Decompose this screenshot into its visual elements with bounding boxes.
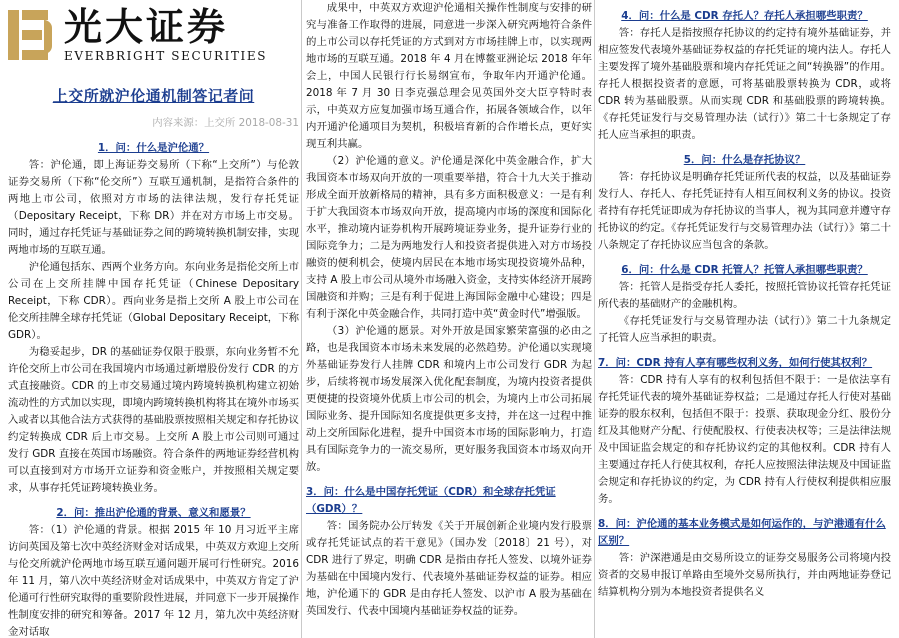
column-divider [594, 0, 595, 638]
question-heading: 1．问：什么是沪伦通？ [97, 142, 210, 154]
column-1-body [8, 140, 299, 638]
question-heading: 7．问：CDR 持有人享有哪些权利义务，如何行使其权利？ [598, 357, 873, 369]
question-heading: 3．问：什么是中国存托凭证（CDR）和全球存托凭证（GDR）？ [306, 486, 556, 515]
answer-paragraph: 答：国务院办公厅转发《关于开展创新企业境内发行股票或存托凭证试点的若干意见》（国办发〔2018〕21 号），对 CDR 进行了界定，明确 CDR 是指由存托人签发、以境外证券为基础在中国境内发行、代表境外基础证券权益的证券。相应地，沪伦通下的 GDR 是由存托人签发、以沪市 A 股为基础在英国发行、代表中国境内基础证券权益的证券。 [306, 520, 592, 617]
answer-paragraph: 《存托凭证发行与交易管理办法（试行）》第二十九条规定了托管人应当承担的职责。 [598, 315, 891, 344]
column-1 [8, 0, 299, 638]
question-heading: 2．问：推出沪伦通的背景、意义和愿景？ [56, 507, 251, 519]
answer-paragraph: 成果中，中英双方欢迎沪伦通相关操作性制度与安排的研究与准备工作取得的进展，同意进一步深入研究两地符合条件的上市公司以存托凭证的方式到对方市场挂牌上市，以实现两地市场的互联互通。2018 年 4 月在博鳌亚洲论坛 2018 年年会上，中国人民银行行长易纲宣布，争取年内开通沪伦通。2018 年 7 月 30 日李克强总理会见英国外交大臣亨特时表示，中英双方应复加强市场互通合作，拓展各领域合作，以年内开通沪伦通项目为契机，积极培育新的合作增长点，更好实现互利共赢。 [306, 2, 592, 150]
question-heading: 8．问：沪伦通的基本业务模式是如何运作的，与沪港通有什么区别？ [598, 518, 886, 547]
source-line: 内容来源：上交所 2018-08-31 [152, 117, 299, 129]
answer-paragraph: 答：（1）沪伦通的背景。根据 2015 年 10 月习近平主席访问英国及第七次中英经济财金对话成果，中英双方欢迎上交所与伦交所就沪伦两地市场互联互通问题开展可行性研究。2016 年 11 月，第八次中英经济财金对话成果中，中英双方肯定了沪伦通可行性研究取得的重要阶段性进展，并同意下一步开展操作性制度安排的研究和筹备。2017 年 12 月，第九次中英经济财金对话取 [8, 524, 299, 638]
column-2-body [306, 0, 592, 620]
brand-name-en: EVERBRIGHT SECURITIES [64, 49, 268, 63]
answer-paragraph: 沪伦通包括东、西两个业务方向。东向业务是指伦交所上市公司在上交所挂牌中国存托凭证（Chinese Depositary Receipt，下称 CDR）。西向业务是指上交所 A 股上市公司在伦交所挂牌全球存托凭证（Global Depositary Receipt，下称 GDR）。 [8, 261, 299, 341]
answer-paragraph: 答：沪伦通，即上海证券交易所（下称“上交所”）与伦敦证券交易所（下称“伦交所”）互联互通机制，是指符合条件的两地上市公司，依照对方市场的法律法规，发行存托凭证（Depositary Receipt，下称 DR）并在对方市场上市交易。同时，通过存托凭证与基础证券之间的跨境转换机制安排，实现两地市场的互联互通。 [8, 159, 299, 256]
answer-paragraph: 答：托管人是指受存托人委托，按照托管协议托管存托凭证所代表的基础财产的金融机构。 [598, 281, 891, 310]
brand-name-cn: 光大证券 [64, 4, 229, 49]
column-2 [306, 0, 592, 638]
answer-paragraph: 答：存托人是指按照存托协议的约定持有境外基础证券，并相应签发代表境外基础证券权益的存托凭证的境内法人。存托人主要发挥了境外基础股票和境内存托凭证之间“转换器”的作用。存托人根据投资者的意愿，可将基础股票转换为 CDR，或将 CDR 转为基础股票。从而实现 CDR 和基础股票的跨境转换。《存托凭证发行与交易管理办法（试行）》第二十七条规定了存托人应当承担的职责。 [598, 27, 891, 141]
everbright-logo-icon [8, 6, 56, 64]
answer-paragraph: 答：沪深港通是由交易所设立的证券交易服务公司将境内投资者的交易申报订单路由至境外交易所执行，并由两地证券登记结算机构分别为本地投资者提供名义 [598, 552, 891, 598]
column-divider [301, 0, 302, 638]
question-heading: 4．问：什么是 CDR 存托人？存托人承担哪些职责？ [621, 10, 868, 22]
brand-header [8, 0, 299, 70]
column-3 [598, 0, 891, 638]
question-heading: 6．问：什么是 CDR 托管人？托管人承担哪些职责？ [621, 264, 868, 276]
answer-paragraph: （2）沪伦通的意义。沪伦通是深化中英金融合作，扩大我国资本市场双向开放的一项重要举措，符合十九大关于推动形成全面开放新格局的精神，具有多方面积极意义：一是有利于扩大我国资本市场双向开放，提高境内市场的深度和国际化水平，推动境内证券机构开展跨境证券业务，提升证券行业的国际竞争力；二是为两地发行人和投资者提供进入对方市场投融资的便利机会，使境内居民在本地市场实现投资境外品种，支持 A 股上市公司从境外市场融入资金，支持实体经济开展跨国融资和并购；三是有利于促进上海国际金融中心建设；四是有利于深化中英金融合作，共同打造中英“黄金时代”增强版。 [306, 155, 592, 320]
answer-paragraph: （3）沪伦通的愿景。对外开放是国家繁荣富强的必由之路，也是我国资本市场未来发展的必然趋势。沪伦通以实现境外基础证券发行人挂牌 CDR 和境内上市公司发行 GDR 为起步，后续将视市场发展深入优化配套制度，为境内投资者提供更便捷的投资境外优质上市公司的机会，为境内上市公司拓展国际业务、提升国际知名度提供更多支持，并在这一过程中推动上交所国际化进程，提升中国资本市场的国际影响力，打造具有国际竞争力的一流交易所，更好服务我国资本市场双向开放。 [306, 325, 592, 473]
column-3-body [598, 8, 891, 601]
document-title: 上交所就沪伦通机制答记者问 [52, 87, 255, 105]
answer-paragraph: 答：CDR 持有人享有的权利包括但不限于：一是依法享有存托凭证代表的境外基础证券权益；二是通过存托人行使对基础证券的股东权利，包括但不限于：投票、获取现金分红、股份分红及其他财产分配、行使配股权、行使表决权等；三是法律法规及中国证监会规定的和存托协议约定的其他权利。CDR 持有人主要通过存托人行使其权利，存托人应按照法律法规及中国证监会规定和存托协议的约定，为 CDR 持有人行使权利提供相应服务。 [598, 374, 891, 505]
question-heading: 5．问：什么是存托协议？ [683, 154, 806, 166]
answer-paragraph: 答：存托协议是明确存托凭证所代表的权益，以及基础证券发行人、存托人、存托凭证持有人相互间权利义务的协议。投资者持有存托凭证即成为存托协议的当事人，视为其同意并遵守存托协议的约定。《存托凭证发行与交易管理办法（试行）》第二十八条规定了存托协议应当包含的条款。 [598, 171, 891, 251]
answer-paragraph: 为稳妥起步，DR 的基础证券仅限于股票，东向业务暂不允许伦交所上市公司在我国境内市场通过新增股份发行 CDR 的方式直接融资。CDR 的上市交易通过境内跨境转换机构建立初始流动性的方式加以实现，即境内跨境转换机构将其在境外市场买入或者以其他合法方式获得的基础股票按照相关规定和存托协议约定转换成 CDR 后上市交易。上交所 A 股上市公司则可通过发行 GDR 直接在英国市场融资。符合条件的两地证券经营机构可以直接到对方市场开立证券和资金账户，并按照相关规定要求，从事存托凭证跨境转换业务。 [8, 346, 299, 494]
